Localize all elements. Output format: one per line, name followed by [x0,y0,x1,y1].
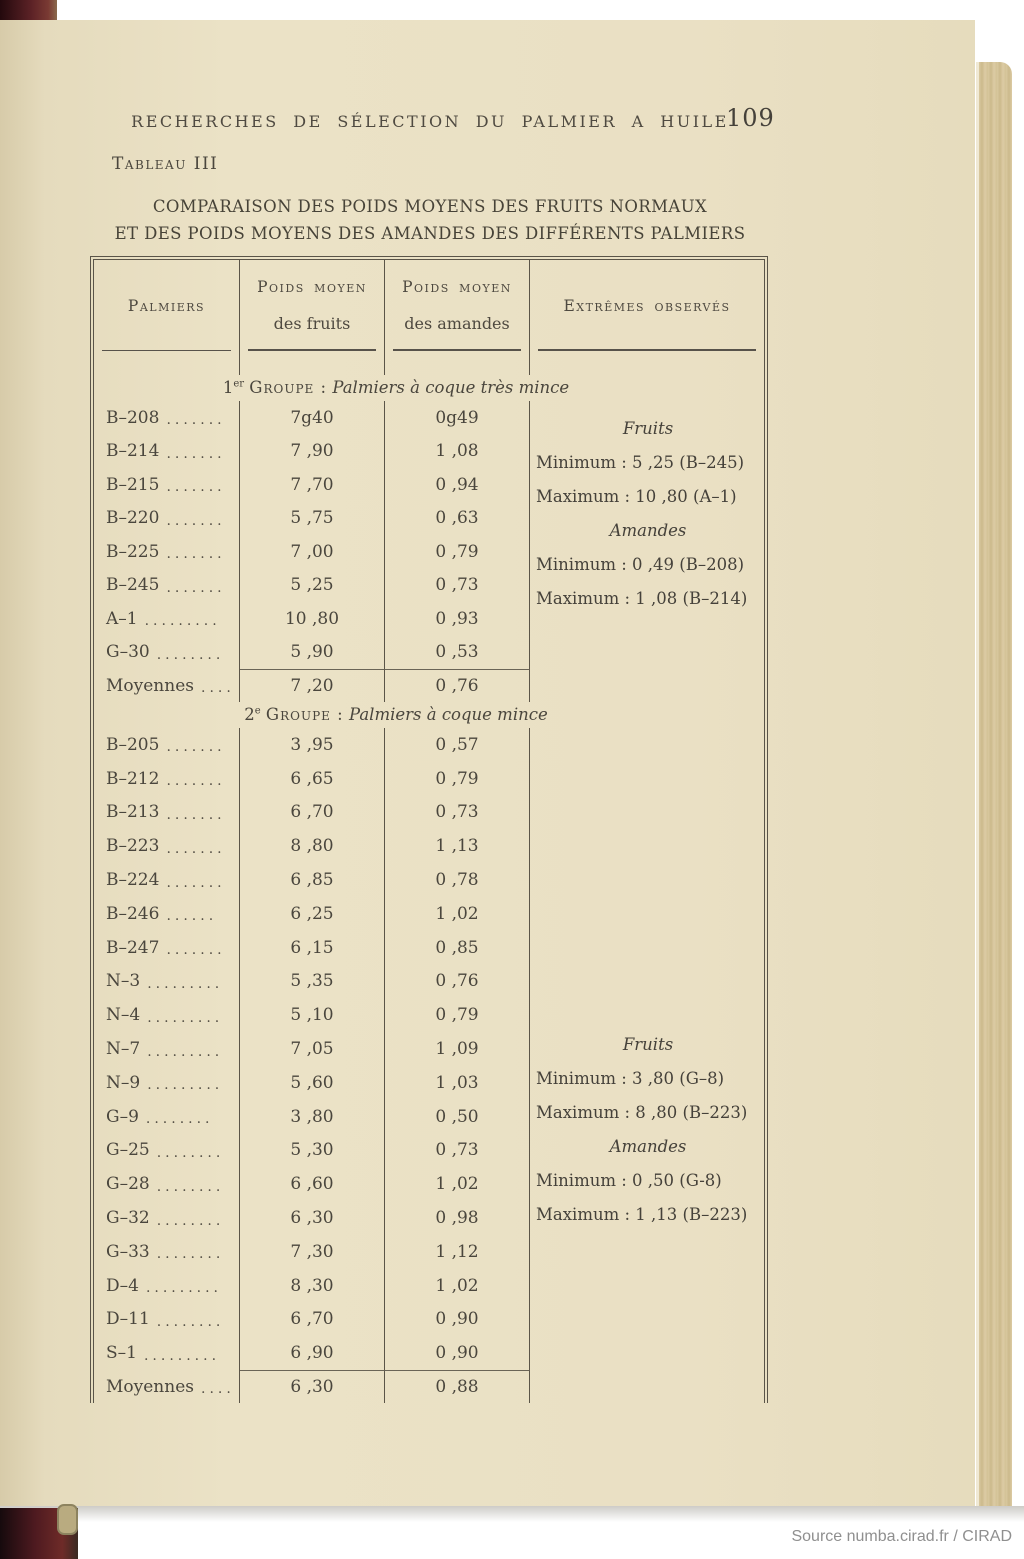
dots-leader: ....... [166,512,226,529]
dots-leader: ....... [166,806,226,823]
header-palmiers-label: Palmiers [127,296,206,315]
fruits-value: 5 ,90 [240,636,385,670]
palmier-label: S–1 [106,1343,137,1364]
table-row [94,829,764,863]
book-page-edges [976,62,1012,1506]
page-bottom-shadow [0,1506,1024,1522]
data-table [90,256,768,1403]
palmier-label: B–214 [106,441,160,462]
palmier-label: D–4 [106,1275,139,1296]
table-row [94,636,764,670]
palmier-label-cell [94,1032,240,1066]
extremes-amandes-max: Maximum : 1 ,13 (B–223) [536,1205,748,1224]
table-row [94,863,764,897]
moyennes-label-cell [94,1370,240,1403]
palmier-label: G–30 [106,642,150,663]
palmier-label: B–223 [106,836,160,857]
palmier-label-cell [94,535,240,569]
fruits-value: 6 ,15 [240,931,385,965]
amandes-value: 0 ,90 [385,1336,530,1370]
moyennes-label: Moyennes [106,675,194,696]
palmier-label: B–213 [106,802,160,823]
header-poids-fruits-line2: des fruits [273,314,351,333]
amandes-value: 0 ,73 [385,569,530,603]
dots-leader: ......... [147,1077,224,1094]
group2-moyennes-row [94,1370,764,1403]
palmier-label-cell [94,1269,240,1303]
fruits-value: 6 ,90 [240,1336,385,1370]
extremes-amandes-title: Amandes [609,521,687,540]
table-title-line1: COMPARAISON DES POIDS MOYENS DES FRUITS NORMAUX [152,197,708,216]
palmier-label: B–247 [106,937,160,958]
fruits-value: 5 ,75 [240,502,385,536]
header-poids-amandes-line2: des amandes [404,314,510,333]
dots-leader: ....... [166,445,226,462]
amandes-value: 0 ,50 [385,1100,530,1134]
palmier-label: N–4 [106,1005,141,1026]
palmier-label-cell [94,965,240,999]
palmier-label: B–212 [106,768,160,789]
page-number: 109 [726,104,775,132]
fruits-value: 5 ,10 [240,998,385,1032]
dots-leader: ....... [166,739,226,756]
group2-heading [94,702,764,728]
table-row [94,1336,764,1370]
fruits-value: 7 ,05 [240,1032,385,1066]
dots-leader: ....... [166,874,226,891]
palmier-label: B–215 [106,474,160,495]
amandes-value: 0 ,78 [385,863,530,897]
moyennes-amandes-value: 0 ,88 [385,1370,530,1403]
palmier-label: N–7 [106,1039,141,1060]
palmier-label: A–1 [106,608,138,629]
palmier-label-cell [94,569,240,603]
fruits-value: 5 ,30 [240,1134,385,1168]
group1-word: Groupe : [249,378,328,397]
dots-leader: ......... [147,975,224,992]
dots-leader: ......... [145,1280,223,1297]
palmier-label: G–28 [106,1174,150,1195]
header-poids-amandes-line1: Poids moyen [402,278,512,296]
dots-leader: ......... [147,1043,224,1060]
extremes-fruits-max: Maximum : 10 ,80 (A–1) [536,487,737,506]
amandes-value: 0 ,93 [385,602,530,636]
dots-leader: ...... [166,908,218,925]
palmier-label-cell [94,796,240,830]
palmier-label-cell [94,1100,240,1134]
amandes-value: 0 ,57 [385,728,530,762]
amandes-value: 1 ,12 [385,1235,530,1269]
amandes-value: 1 ,02 [385,1167,530,1201]
table-row [94,931,764,965]
dots-leader: ......... [147,1009,224,1026]
extremes-fruits-title: Fruits [622,1035,674,1054]
palmier-label-cell [94,897,240,931]
dots-leader: ........ [156,1313,225,1330]
moyennes-fruits-value: 7 ,20 [240,669,385,702]
moyennes-fruits-value: 6 ,30 [240,1370,385,1403]
palmier-label: D–11 [106,1309,150,1330]
table-header-row [94,260,764,351]
palmier-label-cell [94,468,240,502]
group1-moyennes-row [94,669,764,702]
palmier-label: N–3 [106,971,141,992]
moyennes-label: Moyennes [106,1376,194,1397]
amandes-value: 0 ,85 [385,931,530,965]
table-row [94,897,764,931]
extremes-fruits-max: Maximum : 8 ,80 (B–223) [536,1103,748,1122]
amandes-value: 0 ,94 [385,468,530,502]
palmier-label: B–245 [106,575,160,596]
header-spacer-row [94,351,764,375]
palmier-label-cell [94,435,240,469]
fruits-value: 3 ,80 [240,1100,385,1134]
fruits-value: 8 ,80 [240,829,385,863]
extremes-fruits-min: Minimum : 3 ,80 (G–8) [536,1069,725,1088]
palmier-label: B–220 [106,508,160,529]
book-cover-top [0,0,57,20]
table-row [94,1235,764,1269]
table-row [94,965,764,999]
fruits-value: 3 ,95 [240,728,385,762]
fruits-value: 6 ,70 [240,1303,385,1337]
palmier-label-cell [94,602,240,636]
palmier-label-cell [94,1066,240,1100]
header-poids-amandes [385,260,530,351]
header-poids-fruits [240,260,385,351]
group1-number-sup: er [233,378,245,390]
palmier-label-cell [94,762,240,796]
fruits-value: 5 ,35 [240,965,385,999]
dots-leader: ....... [166,479,226,496]
table-row [94,1303,764,1337]
palmier-label-cell [94,998,240,1032]
table-row [94,728,764,762]
dots-leader: ........ [156,646,225,663]
palmier-label-cell [94,1303,240,1337]
palmier-label: B–225 [106,541,160,562]
extremes-amandes-min: Minimum : 0 ,50 (G-8) [536,1171,722,1190]
palmier-label-cell [94,1235,240,1269]
extremes-fruits-title: Fruits [622,419,674,438]
fruits-value: 7 ,90 [240,435,385,469]
group1-heading [94,375,764,401]
palmier-label-cell [94,829,240,863]
group1-extremes-block [530,412,766,616]
dots-leader: ....... [166,412,226,429]
amandes-value: 1 ,02 [385,1269,530,1303]
palmier-label: G–25 [106,1140,150,1161]
header-extremes-label: Extrêmes observés [563,296,731,315]
moyennes-amandes-value: 0 ,76 [385,669,530,702]
palmier-label-cell [94,636,240,670]
amandes-value: 1 ,09 [385,1032,530,1066]
fruits-value: 10 ,80 [240,602,385,636]
fruits-value: 7 ,00 [240,535,385,569]
extremes-amandes-title: Amandes [609,1137,687,1156]
table-title [70,193,790,247]
palmier-label: B–208 [106,407,160,428]
amandes-value: 0 ,79 [385,762,530,796]
table-row [94,762,764,796]
header-palmiers [94,260,240,351]
amandes-value: 1 ,02 [385,897,530,931]
fruits-value: 7g40 [240,401,385,435]
palmier-label: B–224 [106,870,160,891]
dots-leader: ........ [156,1246,225,1263]
dots-leader: ........ [156,1212,225,1229]
group1-description: Palmiers à coque très mince [332,378,570,397]
fruits-value: 5 ,60 [240,1066,385,1100]
amandes-value: 0 ,73 [385,796,530,830]
header-poids-fruits-line1: Poids moyen [257,278,367,296]
amandes-value: 0 ,90 [385,1303,530,1337]
palmier-label-cell [94,502,240,536]
header-extremes [530,260,764,351]
dots-leader: .... [201,680,235,696]
fruits-value: 6 ,85 [240,863,385,897]
palmier-label-cell [94,1167,240,1201]
amandes-value: 0 ,73 [385,1134,530,1168]
group2-extremes-block [530,1028,766,1232]
fruits-value: 7 ,70 [240,468,385,502]
fruits-value: 7 ,30 [240,1235,385,1269]
palmier-label: G–9 [106,1106,139,1127]
amandes-value: 0 ,53 [385,636,530,670]
palmier-label-cell [94,728,240,762]
extremes-fruits-min: Minimum : 5 ,25 (B–245) [536,453,745,472]
amandes-value: 1 ,03 [385,1066,530,1100]
table-label: Tableau III [112,154,219,174]
fruits-value: 6 ,30 [240,1201,385,1235]
amandes-value: 1 ,08 [385,435,530,469]
dots-leader: ........ [156,1178,225,1195]
dots-leader: .... [201,1381,235,1398]
amandes-value: 0 ,79 [385,535,530,569]
fruits-value: 6 ,65 [240,762,385,796]
fruits-value: 6 ,70 [240,796,385,830]
running-head: RECHERCHES DE SÉLECTION DU PALMIER A HUILE [131,112,729,131]
table-row [94,796,764,830]
group2-number-sup: e [254,705,261,717]
source-attribution: Source numba.cirad.fr / CIRAD [791,1528,1012,1545]
palmier-label-cell [94,931,240,965]
palmier-label-cell [94,1201,240,1235]
palmier-label: G–33 [106,1241,150,1262]
palmier-label: N–9 [106,1072,141,1093]
group1-number: 1 [222,378,234,397]
amandes-value: 0 ,76 [385,965,530,999]
table-row [94,1269,764,1303]
palmier-label: B–205 [106,734,160,755]
dots-leader: ....... [166,840,226,857]
palmier-label-cell [94,1134,240,1168]
extremes-amandes-max: Maximum : 1 ,08 (B–214) [536,589,748,608]
dots-leader: ....... [166,579,226,596]
extremes-amandes-min: Minimum : 0 ,49 (B–208) [536,555,745,574]
palmier-label: G–32 [106,1208,150,1229]
palmier-label: B–246 [106,903,160,924]
amandes-value: 0 ,79 [385,998,530,1032]
dots-leader: ......... [143,1347,221,1364]
fruits-value: 8 ,30 [240,1269,385,1303]
dots-leader: ........ [145,1111,214,1128]
fruits-value: 5 ,25 [240,569,385,603]
amandes-value: 0 ,98 [385,1201,530,1235]
fruits-value: 6 ,25 [240,897,385,931]
book-clasp [57,1504,78,1535]
dots-leader: ....... [166,773,226,790]
amandes-value: 0 ,63 [385,502,530,536]
table-title-line2: ET DES POIDS MOYENS DES AMANDES DES DIFFÉRENTS PALMIERS [114,224,746,243]
palmier-label-cell [94,1336,240,1370]
group2-number: 2 [244,705,255,724]
moyennes-label-cell [94,669,240,702]
palmier-label-cell [94,863,240,897]
dots-leader: ......... [144,613,221,630]
dots-leader: ....... [166,546,226,563]
group2-description: Palmiers à coque mince [348,705,548,724]
fruits-value: 6 ,60 [240,1167,385,1201]
dots-leader: ........ [156,1144,225,1161]
palmier-label-cell [94,401,240,435]
amandes-value: 0g49 [385,401,530,435]
dots-leader: ....... [166,942,226,959]
amandes-value: 1 ,13 [385,829,530,863]
group2-word: Groupe : [265,705,344,724]
